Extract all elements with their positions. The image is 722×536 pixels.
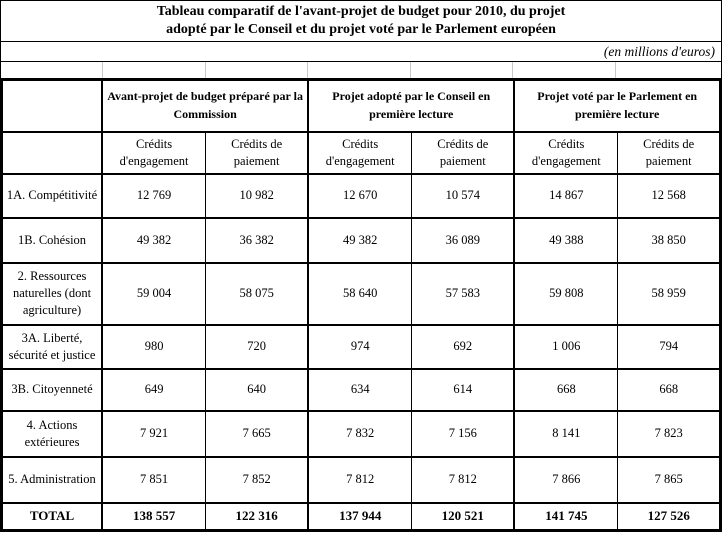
row-label: 1B. Cohésion — [2, 218, 103, 263]
units-note: (en millions d'euros) — [603, 43, 715, 59]
col-header-paiement-parlement: Crédits de paiement — [618, 132, 721, 174]
group-header-row — [2, 80, 721, 132]
value-cell: 36 382 — [206, 218, 309, 263]
row-label: 4. Actions extérieures — [2, 411, 103, 457]
table-row-3a-liberte-securite-justice — [2, 325, 721, 369]
units-note-row — [0, 42, 722, 62]
row-label: 5. Administration — [2, 457, 103, 503]
value-cell: 36 089 — [412, 218, 515, 263]
value-cell: 49 382 — [102, 218, 206, 263]
table-row-4-actions-exterieures — [2, 411, 721, 457]
col-header-paiement-commission: Crédits de paiement — [206, 132, 309, 174]
spacer-cell — [1, 62, 103, 78]
value-cell: 58 640 — [308, 263, 412, 325]
value-cell: 7 852 — [206, 457, 309, 503]
table-row-3b-citoyennete — [2, 369, 721, 411]
value-cell: 58 075 — [206, 263, 309, 325]
total-value-cell: 127 526 — [618, 503, 721, 531]
total-value-cell: 122 316 — [206, 503, 309, 531]
column-header-row — [2, 132, 721, 174]
value-cell: 57 583 — [412, 263, 515, 325]
col-header-engagement-commission: Crédits d'engagement — [102, 132, 206, 174]
spacer-cell — [308, 62, 411, 78]
row-label: 3A. Liberté, sécurité et justice — [2, 325, 103, 369]
col-header-paiement-conseil: Crédits de paiement — [412, 132, 515, 174]
table-row-1a-competitivite — [2, 174, 721, 218]
value-cell: 59 004 — [102, 263, 206, 325]
value-cell: 7 812 — [412, 457, 515, 503]
gridline-spacer — [0, 62, 722, 78]
value-cell: 794 — [618, 325, 721, 369]
table-row-5-administration — [2, 457, 721, 503]
value-cell: 8 141 — [514, 411, 618, 457]
value-cell: 12 670 — [308, 174, 412, 218]
value-cell: 668 — [618, 369, 721, 411]
value-cell: 7 866 — [514, 457, 618, 503]
value-cell: 649 — [102, 369, 206, 411]
value-cell: 38 850 — [618, 218, 721, 263]
document-title — [0, 0, 722, 42]
value-cell: 12 568 — [618, 174, 721, 218]
value-cell: 10 574 — [412, 174, 515, 218]
table-row-2-ressources-naturelles — [2, 263, 721, 325]
row-label: 1A. Compétitivité — [2, 174, 103, 218]
group-header-commission: Avant-projet de budget préparé par la Commission — [102, 80, 308, 132]
value-cell: 668 — [514, 369, 618, 411]
value-cell: 7 156 — [412, 411, 515, 457]
value-cell: 7 823 — [618, 411, 721, 457]
value-cell: 49 382 — [308, 218, 412, 263]
spacer-cell — [616, 62, 721, 78]
value-cell: 1 006 — [514, 325, 618, 369]
row-label: 3B. Citoyenneté — [2, 369, 103, 411]
total-value-cell: 120 521 — [412, 503, 515, 531]
value-cell: 692 — [412, 325, 515, 369]
value-cell: 7 832 — [308, 411, 412, 457]
value-cell: 59 808 — [514, 263, 618, 325]
value-cell: 7 865 — [618, 457, 721, 503]
value-cell: 58 959 — [618, 263, 721, 325]
value-cell: 7 921 — [102, 411, 206, 457]
col-header-engagement-parlement: Crédits d'engagement — [514, 132, 618, 174]
table-row-1b-cohesion — [2, 218, 721, 263]
group-header-parlement: Projet voté par le Parlement en première lecture — [514, 80, 720, 132]
value-cell: 980 — [102, 325, 206, 369]
value-cell: 640 — [206, 369, 309, 411]
group-header-conseil: Projet adopté par le Conseil en première lecture — [308, 80, 514, 132]
total-value-cell: 138 557 — [102, 503, 206, 531]
total-label: TOTAL — [2, 503, 103, 531]
value-cell: 49 388 — [514, 218, 618, 263]
value-cell: 7 812 — [308, 457, 412, 503]
title-line-2: adopté par le Conseil et du projet voté par le Parlement européen — [166, 22, 556, 37]
spacer-cell — [103, 62, 206, 78]
value-cell: 7 851 — [102, 457, 206, 503]
value-cell: 7 665 — [206, 411, 309, 457]
corner-cell — [2, 80, 103, 132]
value-cell: 720 — [206, 325, 309, 369]
title-line-1: Tableau comparatif de l'avant-projet de budget pour 2010, du projet — [156, 3, 566, 19]
col-header-engagement-conseil: Crédits d'engagement — [308, 132, 412, 174]
spacer-cell — [411, 62, 513, 78]
row-label: 2. Ressources naturelles (dont agriculture) — [2, 263, 103, 325]
value-cell: 614 — [412, 369, 515, 411]
table-row-total — [2, 503, 721, 531]
total-value-cell: 137 944 — [308, 503, 412, 531]
corner-cell — [2, 132, 103, 174]
value-cell: 14 867 — [514, 174, 618, 218]
total-value-cell: 141 745 — [514, 503, 618, 531]
value-cell: 12 769 — [102, 174, 206, 218]
budget-comparison-table — [0, 78, 722, 532]
value-cell: 974 — [308, 325, 412, 369]
value-cell: 10 982 — [206, 174, 309, 218]
spacer-cell — [206, 62, 308, 78]
value-cell: 634 — [308, 369, 412, 411]
spacer-cell — [513, 62, 616, 78]
